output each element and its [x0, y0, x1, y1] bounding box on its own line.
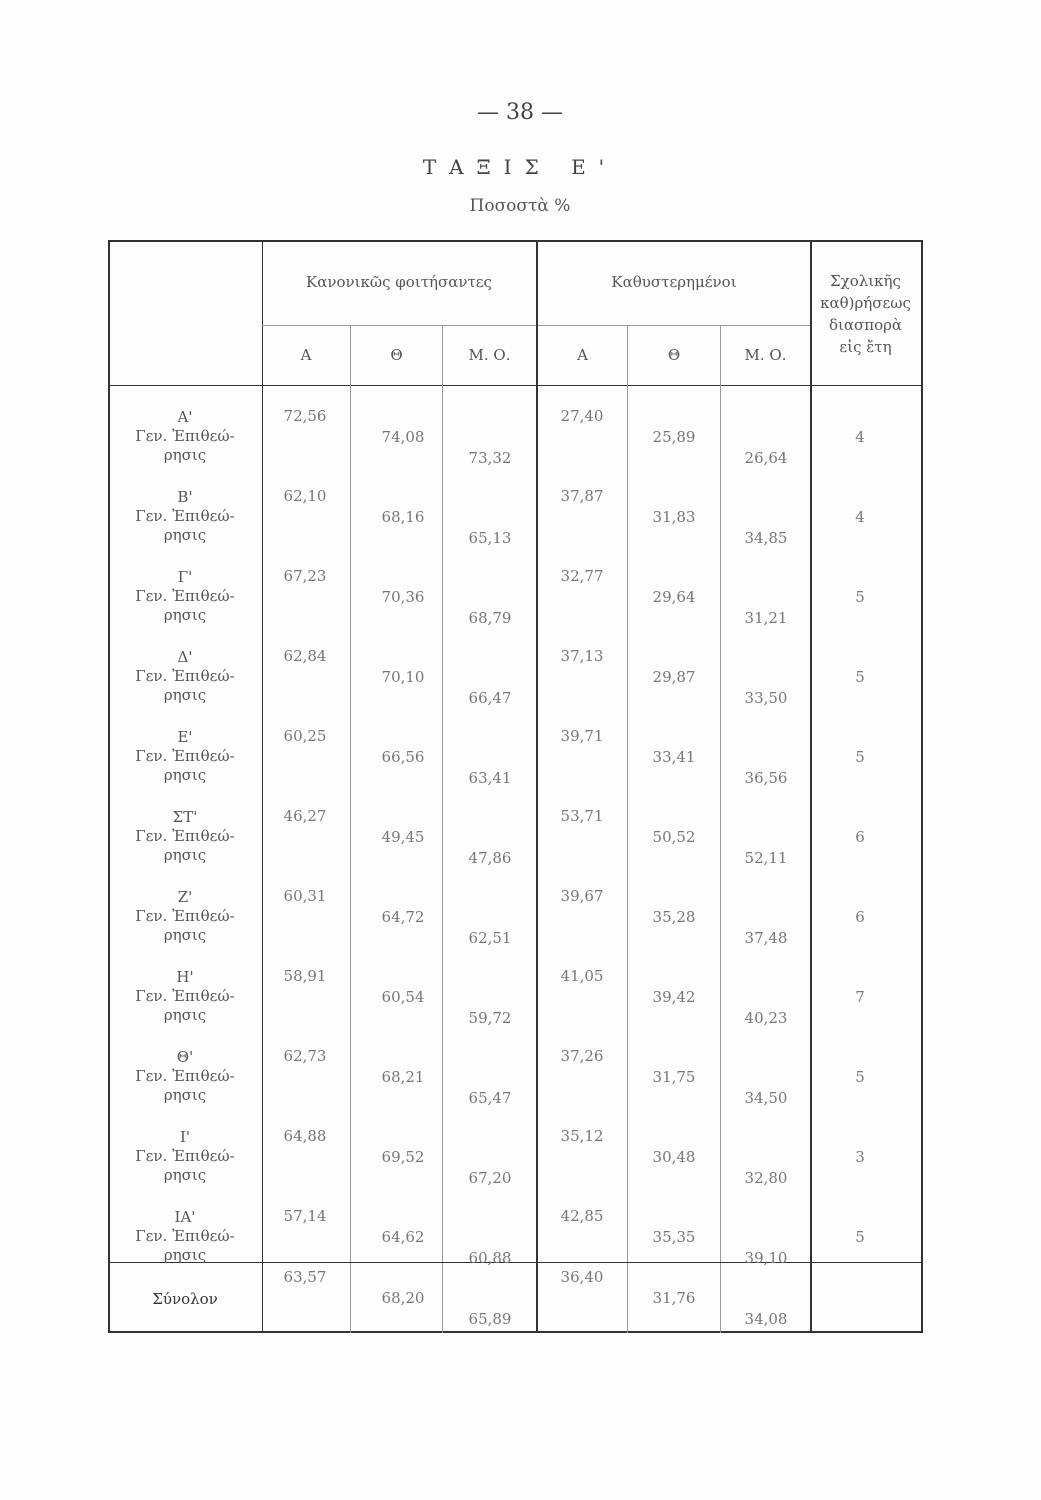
- row-label-line-1: Η': [176, 968, 194, 986]
- header-delayed: Καθυστερημένοι: [611, 273, 737, 291]
- cell-del-a: 37,26: [560, 1047, 604, 1065]
- cell-reg-mo: 65,13: [468, 529, 512, 547]
- header-subrule-regular: [262, 325, 536, 326]
- separator-regular-delayed: [536, 240, 538, 1333]
- subheader-delayed-th: Θ: [667, 346, 681, 364]
- row-label-line-3: ρησις: [163, 1246, 207, 1264]
- row-label-line-1: Ε': [177, 728, 193, 746]
- cell-reg-th: 60,54: [381, 988, 425, 1006]
- row-label-line-1: Α': [177, 408, 193, 426]
- subheader-regular-th: Θ: [390, 346, 403, 364]
- cell-del-mo: 34,85: [744, 529, 788, 547]
- row-label-line-3: ρησις: [163, 1006, 207, 1024]
- cell-reg-a: 62,73: [283, 1047, 327, 1065]
- cell-del-a: 35,12: [560, 1127, 604, 1145]
- cell-reg-a: 46,27: [283, 807, 327, 825]
- row-label-line-3: ρησις: [163, 1166, 207, 1184]
- cell-del-mo: 33,50: [744, 689, 788, 707]
- cell-reg-a: 64,88: [283, 1127, 327, 1145]
- row-label-line-1: Θ': [176, 1048, 194, 1066]
- cell-reg-a: 67,23: [283, 567, 327, 585]
- row-label-line-3: ρησις: [163, 686, 207, 704]
- subheader-delayed-mo: Μ. Ο.: [744, 346, 787, 364]
- cell-dropout: 6: [855, 908, 865, 926]
- cell-del-mo: 31,21: [744, 609, 788, 627]
- header-dropout-line-1: Σχολικῆς: [830, 272, 901, 290]
- row-label: [110, 408, 260, 465]
- cell-reg-th: 49,45: [381, 828, 425, 846]
- cell-del-a: 37,13: [560, 647, 604, 665]
- cell-del-th: 35,28: [652, 908, 696, 926]
- cell-reg-a: 72,56: [283, 407, 327, 425]
- row-label-line-1: Δ': [177, 648, 193, 666]
- cell-reg-mo: 73,32: [468, 449, 512, 467]
- cell-reg-mo: 68,79: [468, 609, 512, 627]
- header-regular: Κανονικῶς φοιτήσαντες: [306, 273, 492, 291]
- cell-del-a: 39,67: [560, 887, 604, 905]
- row-label-line-2: Γεν. Ἐπιθεώ-: [135, 1227, 235, 1245]
- cell-del-th: 29,64: [652, 588, 696, 606]
- header-dropout: [810, 270, 921, 358]
- table-top-border: [108, 240, 923, 242]
- cell-reg-mo: 65,47: [468, 1089, 512, 1107]
- page-title: ΤΑΞΙΣ Ε': [422, 155, 618, 179]
- cell-reg-mo: 62,51: [468, 929, 512, 947]
- cell-del-mo: 40,23: [744, 1009, 788, 1027]
- row-label: [110, 888, 260, 945]
- row-label-line-2: Γεν. Ἐπιθεώ-: [135, 987, 235, 1005]
- cell-dropout: 5: [855, 1228, 865, 1246]
- cell-del-mo: 36,56: [744, 769, 788, 787]
- row-label-line-2: Γεν. Ἐπιθεώ-: [135, 427, 235, 445]
- cell-reg-mo: 66,47: [468, 689, 512, 707]
- cell-del-th: 31,83: [652, 508, 696, 526]
- row-label-line-3: ρησις: [163, 446, 207, 464]
- total-del-mo: 34,08: [744, 1310, 788, 1328]
- row-label: [110, 968, 260, 1025]
- total-label: Σύνολον: [152, 1290, 218, 1308]
- cell-reg-mo: 60,88: [468, 1249, 512, 1267]
- cell-del-th: 35,35: [652, 1228, 696, 1246]
- cell-reg-th: 64,62: [381, 1228, 425, 1246]
- row-label-line-1: Ζ': [177, 888, 193, 906]
- cell-dropout: 6: [855, 828, 865, 846]
- header-subrule-delayed: [538, 325, 810, 326]
- subheader-regular-mo: Μ. Ο.: [468, 346, 511, 364]
- cell-del-th: 29,87: [652, 668, 696, 686]
- cell-reg-mo: 59,72: [468, 1009, 512, 1027]
- header-dropout-line-3: διασπορὰ: [828, 316, 903, 334]
- row-label: [110, 1208, 260, 1265]
- row-label: [110, 568, 260, 625]
- cell-reg-th: 68,21: [381, 1068, 425, 1086]
- header-dropout-line-4: εἰς ἔτη: [839, 338, 892, 356]
- cell-del-a: 32,77: [560, 567, 604, 585]
- row-label: [110, 1128, 260, 1185]
- subheader-delayed-a: Α: [577, 346, 588, 364]
- cell-reg-th: 74,08: [381, 428, 425, 446]
- row-label-line-2: Γεν. Ἐπιθεώ-: [135, 587, 235, 605]
- cell-del-mo: 52,11: [744, 849, 788, 867]
- cell-dropout: 3: [855, 1148, 865, 1166]
- cell-reg-th: 64,72: [381, 908, 425, 926]
- cell-reg-th: 69,52: [381, 1148, 425, 1166]
- total-del-a: 36,40: [560, 1268, 604, 1286]
- cell-del-a: 41,05: [560, 967, 604, 985]
- row-label-line-2: Γεν. Ἐπιθεώ-: [135, 1067, 235, 1085]
- total-reg-mo: 65,89: [468, 1310, 512, 1328]
- row-label-line-1: ΙΑ': [174, 1208, 196, 1226]
- cell-reg-th: 68,16: [381, 508, 425, 526]
- cell-reg-th: 70,10: [381, 668, 425, 686]
- row-label: [110, 1048, 260, 1105]
- cell-reg-th: 66,56: [381, 748, 425, 766]
- row-label: [110, 648, 260, 705]
- separator-sub-3: [627, 325, 628, 1333]
- total-reg-th: 68,20: [381, 1289, 425, 1307]
- row-label-line-2: Γεν. Ἐπιθεώ-: [135, 747, 235, 765]
- cell-del-th: 31,75: [652, 1068, 696, 1086]
- cell-reg-a: 62,84: [283, 647, 327, 665]
- cell-del-th: 50,52: [652, 828, 696, 846]
- row-label-line-1: Γ': [177, 568, 193, 586]
- cell-dropout: 7: [855, 988, 865, 1006]
- cell-dropout: 5: [855, 588, 865, 606]
- cell-del-mo: 37,48: [744, 929, 788, 947]
- page-subtitle: Ποσοστὰ %: [469, 196, 571, 216]
- total-reg-a: 63,57: [283, 1268, 327, 1286]
- row-label-line-2: Γεν. Ἐπιθεώ-: [135, 667, 235, 685]
- subheader-regular-a: Α: [300, 346, 312, 364]
- separator-sub-1: [350, 325, 351, 1333]
- row-label-line-2: Γεν. Ἐπιθεώ-: [135, 827, 235, 845]
- row-label: [110, 488, 260, 545]
- cell-del-a: 27,40: [560, 407, 604, 425]
- cell-reg-th: 70,36: [381, 588, 425, 606]
- row-label-line-3: ρησις: [163, 766, 207, 784]
- row-label-line-3: ρησις: [163, 926, 207, 944]
- cell-del-th: 30,48: [652, 1148, 696, 1166]
- cell-del-th: 39,42: [652, 988, 696, 1006]
- cell-del-a: 39,71: [560, 727, 604, 745]
- row-label-line-1: Ι': [179, 1128, 191, 1146]
- cell-reg-mo: 67,20: [468, 1169, 512, 1187]
- cell-del-a: 42,85: [560, 1207, 604, 1225]
- cell-del-a: 37,87: [560, 487, 604, 505]
- header-bottom-rule: [110, 385, 921, 386]
- row-label-line-2: Γεν. Ἐπιθεώ-: [135, 907, 235, 925]
- cell-reg-a: 60,25: [283, 727, 327, 745]
- row-label: [110, 808, 260, 865]
- cell-dropout: 5: [855, 668, 865, 686]
- total-del-th: 31,76: [652, 1289, 696, 1307]
- cell-dropout: 4: [855, 428, 865, 446]
- cell-reg-a: 62,10: [283, 487, 327, 505]
- row-label-line-3: ρησις: [163, 846, 207, 864]
- cell-reg-mo: 63,41: [468, 769, 512, 787]
- cell-del-mo: 26,64: [744, 449, 788, 467]
- row-label-line-3: ρησις: [163, 606, 207, 624]
- cell-reg-a: 60,31: [283, 887, 327, 905]
- cell-reg-a: 57,14: [283, 1207, 327, 1225]
- row-label-line-2: Γεν. Ἐπιθεώ-: [135, 507, 235, 525]
- row-label: [110, 728, 260, 785]
- row-label-line-3: ρησις: [163, 1086, 207, 1104]
- cell-dropout: 5: [855, 1068, 865, 1086]
- row-label-line-1: ΣΤ': [172, 808, 198, 826]
- cell-reg-mo: 47,86: [468, 849, 512, 867]
- cell-del-th: 25,89: [652, 428, 696, 446]
- row-label-line-1: Β': [177, 488, 193, 506]
- cell-dropout: 4: [855, 508, 865, 526]
- cell-del-mo: 39,10: [744, 1249, 788, 1267]
- cell-del-a: 53,71: [560, 807, 604, 825]
- separator-label: [262, 240, 263, 1333]
- row-label-line-2: Γεν. Ἐπιθεώ-: [135, 1147, 235, 1165]
- page-number: — 38 —: [477, 100, 563, 125]
- table-bottom-border: [108, 1331, 923, 1333]
- cell-del-mo: 34,50: [744, 1089, 788, 1107]
- separator-sub-4: [720, 325, 721, 1333]
- cell-reg-a: 58,91: [283, 967, 327, 985]
- separator-delayed-dropout: [810, 240, 812, 1333]
- cell-del-mo: 32,80: [744, 1169, 788, 1187]
- separator-sub-2: [442, 325, 443, 1333]
- row-label-line-3: ρησις: [163, 526, 207, 544]
- cell-del-th: 33,41: [652, 748, 696, 766]
- header-dropout-line-2: καθ)ρήσεως: [820, 294, 911, 312]
- cell-dropout: 5: [855, 748, 865, 766]
- table-right-border: [921, 240, 923, 1333]
